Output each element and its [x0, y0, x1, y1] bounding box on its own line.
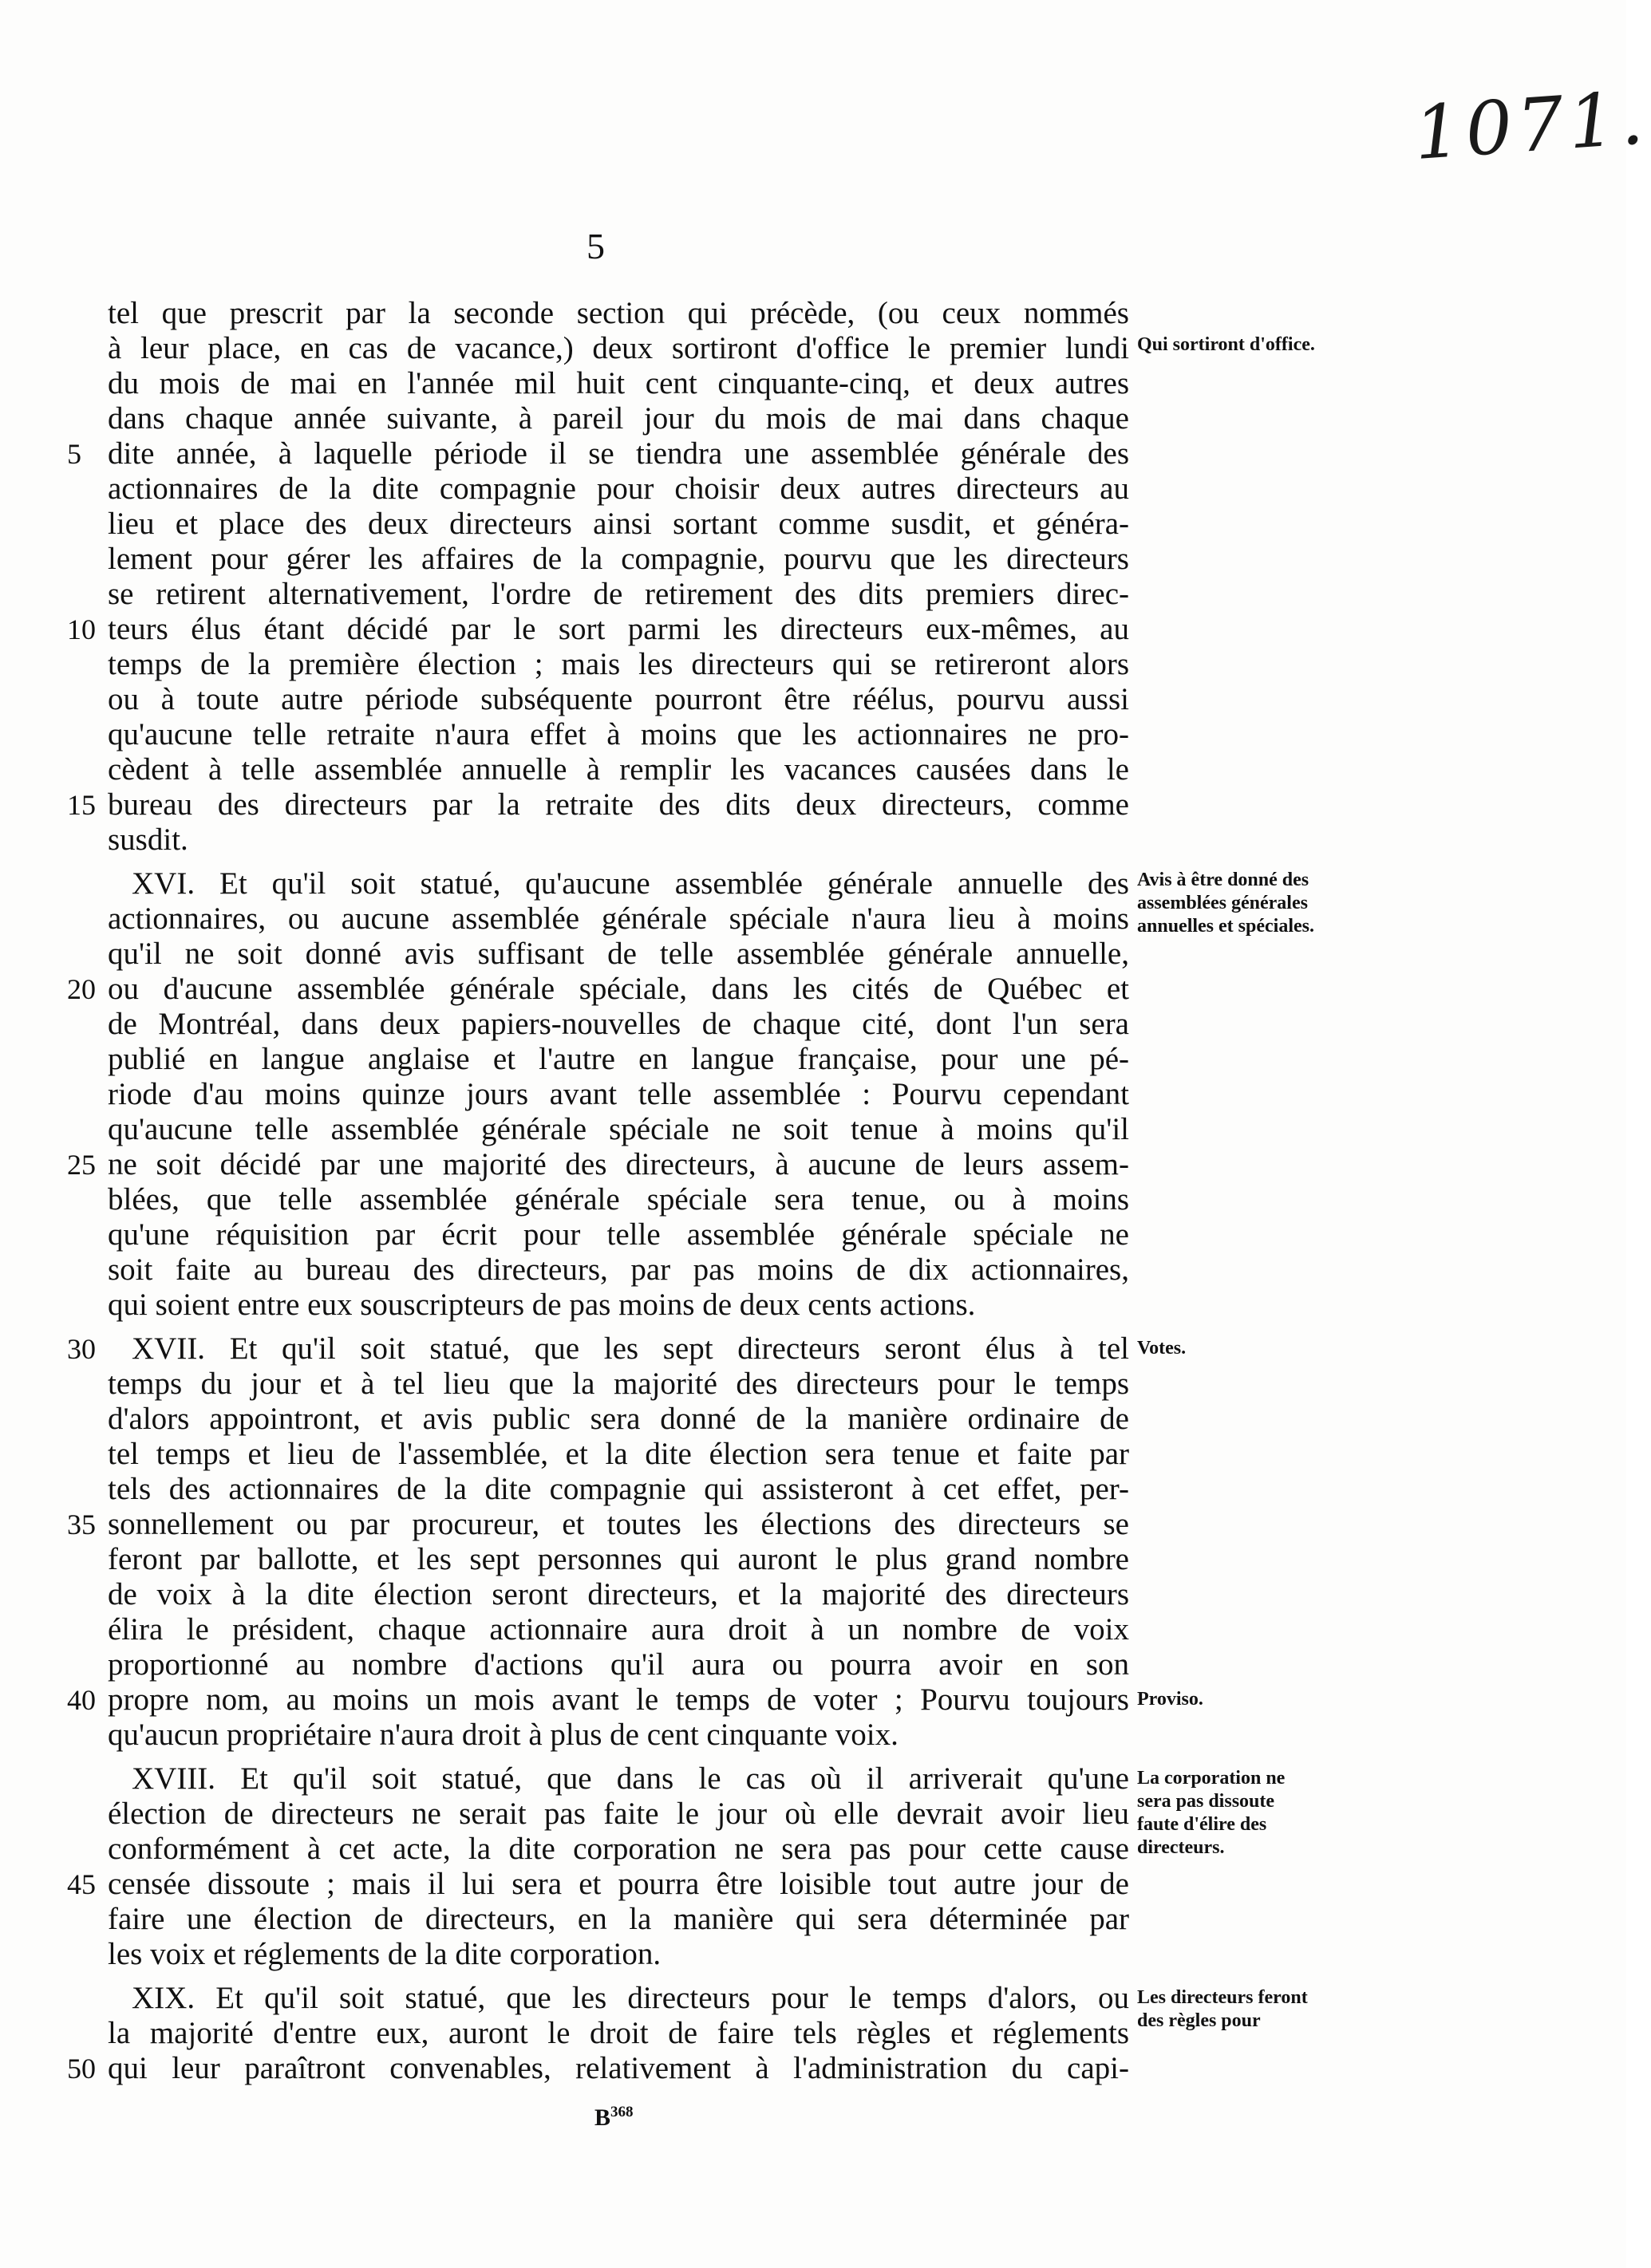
text-line: tel temps et lieu de l'assemblée, et la dite élection sera tenue et faite par: [108, 1437, 1129, 1471]
text-line: actionnaires de la dite compagnie pour choisir deux autres directeurs au: [108, 471, 1129, 506]
line-number: 30: [67, 1333, 96, 1365]
text-line: riode d'au moins quinze jours avant telle assemblée : Pourvu cependant: [108, 1077, 1129, 1111]
text-line: les voix et réglements de la dite corporation.: [108, 1937, 662, 1971]
printer-signature-mark: [594, 2104, 634, 2132]
text-line: de voix à la dite élection seront directeurs, et la majorité des directeurs: [108, 1577, 1129, 1611]
text-line: tel que prescrit par la seconde section qui précède, (ou ceux nommés: [108, 296, 1129, 330]
text-line: ne soit décidé par une majorité des directeurs, à aucune de leurs assem-: [108, 1147, 1129, 1181]
margin-note: La corporation ne sera pas dissoute faute d'élire des directeurs.: [1137, 1768, 1286, 1858]
line-number: 50: [67, 2053, 96, 2085]
text-line: conformément à cet acte, la dite corporation ne sera pas pour cette cause: [108, 1832, 1129, 1866]
line-number: 35: [67, 1509, 96, 1540]
section-heading-line: XIX. Et qu'il soit statué, que les directeurs pour le temps d'alors, ou: [132, 1981, 1129, 2015]
text-line: temps du jour et à tel lieu que la majorité des directeurs pour le temps: [108, 1367, 1129, 1401]
margin-note: Proviso.: [1137, 1689, 1203, 1710]
text-line: susdit.: [108, 822, 188, 857]
text-line: du mois de mai en l'année mil huit cent cinquante-cinq, et deux autres: [108, 366, 1129, 400]
text-line: d'alors appointront, et avis public sera donné de la manière ordinaire de: [108, 1402, 1129, 1436]
text-line: élection de directeurs ne serait pas faite le jour où elle devrait avoir lieu: [108, 1797, 1129, 1831]
margin-note: Les directeurs feront des règles pour: [1137, 1987, 1308, 2031]
text-line: qu'aucun propriétaire n'aura droit à plus de cent cinquante voix.: [108, 1718, 899, 1752]
text-line: bureau des directeurs par la retraite des dits deux directeurs, comme: [108, 787, 1129, 822]
text-line: tels des actionnaires de la dite compagnie qui assisteront à cet effet, per-: [108, 1472, 1129, 1506]
line-number: 45: [67, 1868, 96, 1900]
margin-note: Qui sortiront d'office.: [1137, 334, 1315, 355]
line-number: 5: [67, 438, 81, 470]
signature-number: 368: [610, 2104, 634, 2120]
line-number: 25: [67, 1149, 96, 1181]
text-line: qu'aucune telle retraite n'aura effet à moins que les actionnaires ne pro-: [108, 717, 1129, 751]
text-line: ou à toute autre période subséquente pourront être réélus, pourvu aussi: [108, 682, 1129, 716]
text-line: à leur place, en cas de vacance,) deux sortiront d'office le premier lundi: [108, 331, 1129, 365]
text-line: blées, que telle assemblée générale spéciale sera tenue, ou à moins: [108, 1182, 1129, 1217]
handwritten-folio-number: 1071.: [1411, 74, 1651, 177]
text-line: qui soient entre eux souscripteurs de pas moins de deux cents actions.: [108, 1288, 976, 1322]
section-heading-line: XVIII. Et qu'il soit statué, que dans le cas où il arriverait qu'une: [132, 1761, 1129, 1796]
text-line: ou d'aucune assemblée générale spéciale, dans les cités de Québec et: [108, 972, 1129, 1006]
text-line: qu'aucune telle assemblée générale spéciale ne soit tenue à moins qu'il: [108, 1112, 1129, 1146]
line-number: 40: [67, 1684, 96, 1716]
text-line: dans chaque année suivante, à pareil jour du mois de mai dans chaque: [108, 401, 1129, 436]
text-line: sonnellement ou par procureur, et toutes les élections des directeurs se: [108, 1507, 1129, 1541]
text-line: faire une élection de directeurs, en la manière qui sera déterminée par: [108, 1902, 1129, 1936]
text-line: publié en langue anglaise et l'autre en langue française, pour une pé-: [108, 1042, 1129, 1076]
text-line: lement pour gérer les affaires de la compagnie, pourvu que les directeurs: [108, 542, 1129, 576]
text-line: cèdent à telle assemblée annuelle à remplir les vacances causées dans le: [108, 752, 1129, 787]
line-number: 15: [67, 789, 96, 821]
text-line: se retirent alternativement, l'ordre de retirement des dits premiers direc-: [108, 577, 1129, 611]
section-heading-line: XVII. Et qu'il soit statué, que les sept directeurs seront élus à tel: [132, 1331, 1129, 1366]
text-line: proportionné au nombre d'actions qu'il aura ou pourra avoir en son: [108, 1647, 1129, 1682]
text-line: dite année, à laquelle période il se tiendra une assemblée générale des: [108, 436, 1129, 471]
line-number: 10: [67, 613, 96, 645]
text-line: temps de la première élection ; mais les directeurs qui se retireront alors: [108, 647, 1129, 681]
text-line: qu'il ne soit donné avis suffisant de telle assemblée générale annuelle,: [108, 937, 1129, 971]
text-line: lieu et place des deux directeurs ainsi sortant comme susdit, et généra-: [108, 507, 1129, 541]
section-heading-line: XVI. Et qu'il soit statué, qu'aucune assemblée générale annuelle des: [132, 866, 1129, 901]
text-line: propre nom, au moins un mois avant le temps de voter ; Pourvu toujours: [108, 1682, 1129, 1717]
page-number: 5: [587, 226, 605, 266]
text-line: qui leur paraîtront convenables, relativement à l'administration du capi-: [108, 2051, 1129, 2085]
margin-note: Avis à être donné des assemblées générales annuelles et spéciales.: [1137, 870, 1314, 937]
text-line: qu'une réquisition par écrit pour telle assemblée générale spéciale ne: [108, 1217, 1129, 1252]
text-line: teurs élus étant décidé par le sort parmi les directeurs eux-mêmes, au: [108, 612, 1129, 646]
text-line: élira le président, chaque actionnaire aura droit à un nombre de voix: [108, 1612, 1129, 1647]
text-line: soit faite au bureau des directeurs, par pas moins de dix actionnaires,: [108, 1252, 1129, 1287]
margin-note: Votes.: [1137, 1338, 1187, 1359]
text-line: censée dissoute ; mais il lui sera et pourra être loisible tout autre jour de: [108, 1867, 1129, 1901]
text-line: de Montréal, dans deux papiers-nouvelles de chaque cité, dont l'un sera: [108, 1007, 1129, 1041]
line-number: 20: [67, 973, 96, 1005]
text-line: feront par ballotte, et les sept personnes qui auront le plus grand nombre: [108, 1542, 1129, 1576]
text-line: la majorité d'entre eux, auront le droit de faire tels règles et réglements: [108, 2016, 1129, 2050]
text-line: actionnaires, ou aucune assemblée générale spéciale n'aura lieu à moins: [108, 901, 1129, 936]
signature-letter: B: [594, 2104, 611, 2131]
